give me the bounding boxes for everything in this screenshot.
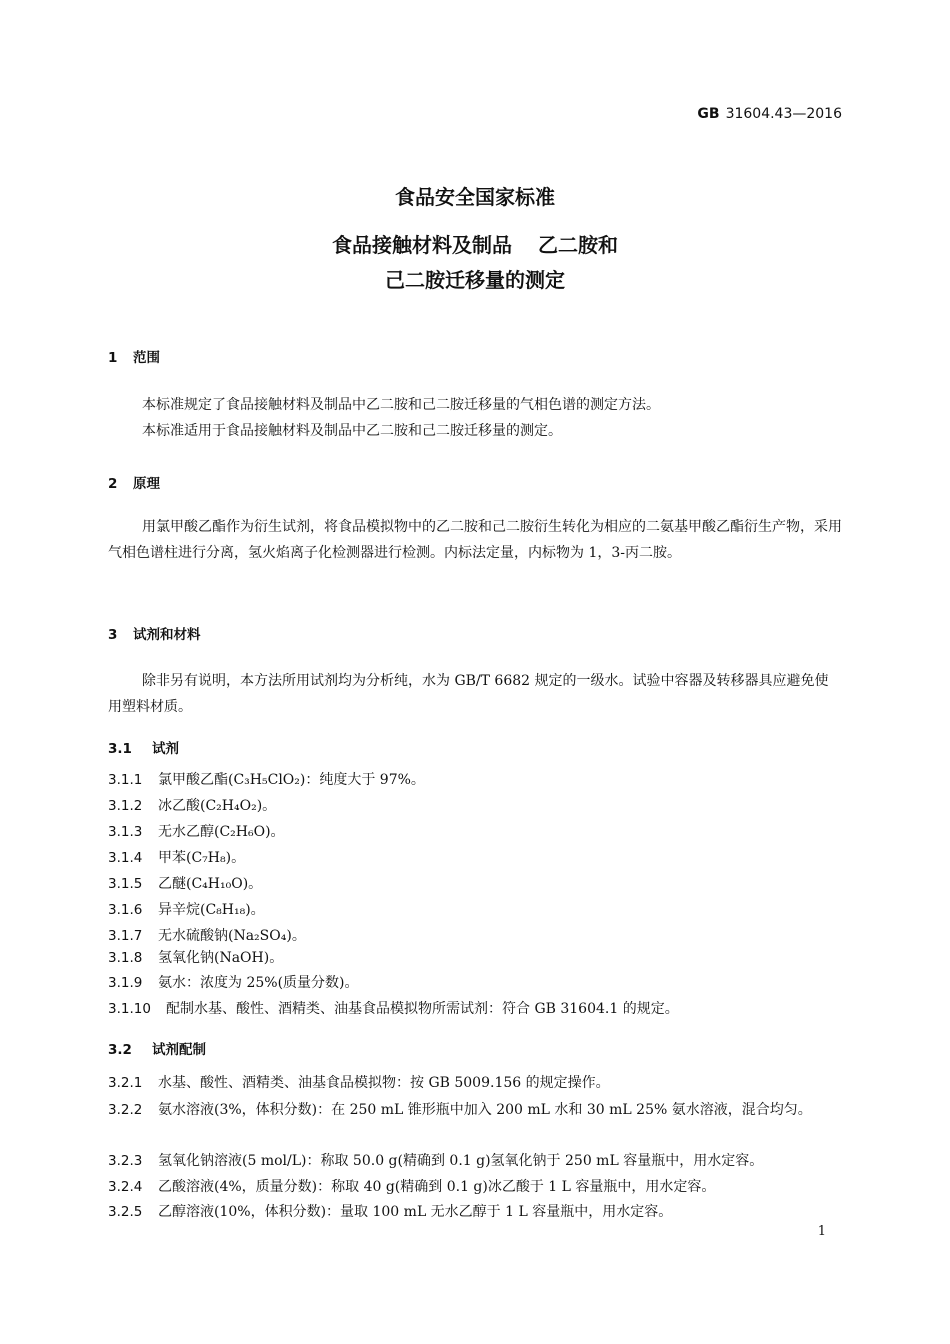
section-title: 原理 [133, 476, 160, 492]
item-number: 3.1.9 [108, 975, 143, 991]
item-text: 氯甲酸乙酯(C₃H₅ClO₂)：纯度大于 97%。 [158, 772, 425, 788]
item-text: 无水乙醇(C₂H₆O)。 [158, 824, 285, 840]
document-category-title: 食品安全国家标准 [395, 185, 555, 209]
preparation-item [108, 1199, 842, 1225]
preparation-item [108, 1097, 842, 1123]
section-2-paragraph: 用氯甲酸乙酯作为衍生试剂，将食品模拟物中的乙二胺和己二胺衍生转化为相应的二氨基甲酸乙酯衍生产物，采用气相色谱柱进行分离，氢火焰离子化检测器进行检测。内标法定量，内标物为 1，3-丙二胺。 [108, 519, 842, 561]
reagent-item [108, 767, 842, 793]
item-number: 3.1.10 [108, 1001, 151, 1017]
section-1-paragraph-2: 本标准适用于食品接触材料及制品中乙二胺和己二胺迁移量的测定。 [142, 423, 562, 439]
preparation-item [108, 1148, 842, 1174]
item-number: 3.2.4 [108, 1179, 143, 1195]
section-number: 3 [108, 627, 118, 643]
item-text: 氢氧化钠(NaOH)。 [158, 950, 284, 966]
reagent-item [108, 945, 842, 971]
item-text: 乙醇溶液(10%，体积分数)：量取 100 mL 无水乙醇于 1 L 容量瓶中，用水定容。 [158, 1204, 673, 1220]
reagent-item [108, 897, 842, 923]
item-number: 3.1.3 [108, 824, 143, 840]
reagent-item [108, 970, 842, 996]
item-number: 3.1.4 [108, 850, 143, 866]
item-number: 3.1.2 [108, 798, 143, 814]
standard-code-prefix: GB [697, 106, 720, 122]
subsection-title: 试剂 [152, 741, 179, 757]
section-number: 2 [108, 476, 118, 492]
item-text: 氢氧化钠溶液(5 mol/L)：称取 50.0 g(精确到 0.1 g)氢氧化钠于 250 mL 容量瓶中，用水定容。 [158, 1153, 764, 1169]
item-text: 冰乙酸(C₂H₄O₂)。 [158, 798, 277, 814]
title-line2: 己二胺迁移量的测定 [385, 268, 565, 292]
preparation-item [108, 1174, 842, 1200]
item-text: 乙醚(C₄H₁₀O)。 [158, 876, 263, 892]
item-number: 3.1.6 [108, 902, 143, 918]
section-3-2-heading [108, 1038, 206, 1058]
item-text: 异辛烷(C₈H₁₈)。 [158, 902, 265, 918]
item-number: 3.1.1 [108, 772, 143, 788]
section-1-paragraph-1: 本标准规定了食品接触材料及制品中乙二胺和己二胺迁移量的气相色谱的测定方法。 [142, 397, 660, 413]
item-number: 3.1.7 [108, 928, 143, 944]
item-number: 3.2.1 [108, 1075, 143, 1091]
reagent-item [108, 819, 842, 845]
section-title: 试剂和材料 [133, 627, 201, 643]
page-number: 1 [817, 1224, 826, 1239]
standard-code-number: 31604.43—2016 [725, 106, 842, 122]
item-number: 3.2.3 [108, 1153, 143, 1169]
section-3-heading [108, 623, 201, 643]
item-number: 3.2.5 [108, 1204, 143, 1220]
document-title [0, 228, 950, 298]
item-number: 3.1.8 [108, 950, 143, 966]
section-title: 范围 [133, 350, 160, 366]
subsection-title: 试剂配制 [152, 1042, 206, 1058]
section-2-heading [108, 472, 160, 492]
section-number: 1 [108, 350, 118, 366]
reagent-item [108, 871, 842, 897]
item-text: 氨水：浓度为 25%(质量分数)。 [158, 975, 359, 991]
reagent-item [108, 996, 842, 1022]
item-text: 甲苯(C₇H₈)。 [158, 850, 246, 866]
subsection-number: 3.1 [108, 741, 132, 757]
item-text: 水基、酸性、酒精类、油基食品模拟物：按 GB 5009.156 的规定操作。 [158, 1075, 610, 1091]
item-text: 氨水溶液(3%，体积分数)：在 250 mL 锥形瓶中加入 200 mL 水和 30 mL 25% 氨水溶液，混合均匀。 [158, 1102, 812, 1118]
section-1-heading [108, 346, 160, 366]
standard-code [697, 106, 842, 122]
section-3-paragraph: 除非另有说明，本方法所用试剂均为分析纯，水为 GB/T 6682 规定的一级水。试验中容器及转移器具应避免使用塑料材质。 [108, 673, 829, 715]
title-line1-part2: 乙二胺和 [538, 233, 618, 257]
title-line1-part1: 食品接触材料及制品 [332, 233, 512, 257]
item-number: 3.2.2 [108, 1102, 143, 1118]
preparation-item [108, 1070, 842, 1096]
reagent-item [108, 845, 842, 871]
section-3-1-heading [108, 737, 179, 757]
subsection-number: 3.2 [108, 1042, 132, 1058]
item-number: 3.1.5 [108, 876, 143, 892]
reagent-item [108, 793, 842, 819]
item-text: 无水硫酸钠(Na₂SO₄)。 [158, 928, 306, 944]
item-text: 配制水基、酸性、酒精类、油基食品模拟物所需试剂：符合 GB 31604.1 的规定。 [166, 1001, 679, 1017]
item-text: 乙酸溶液(4%，质量分数)：称取 40 g(精确到 0.1 g)冰乙酸于 1 L 容量瓶中，用水定容。 [158, 1179, 716, 1195]
